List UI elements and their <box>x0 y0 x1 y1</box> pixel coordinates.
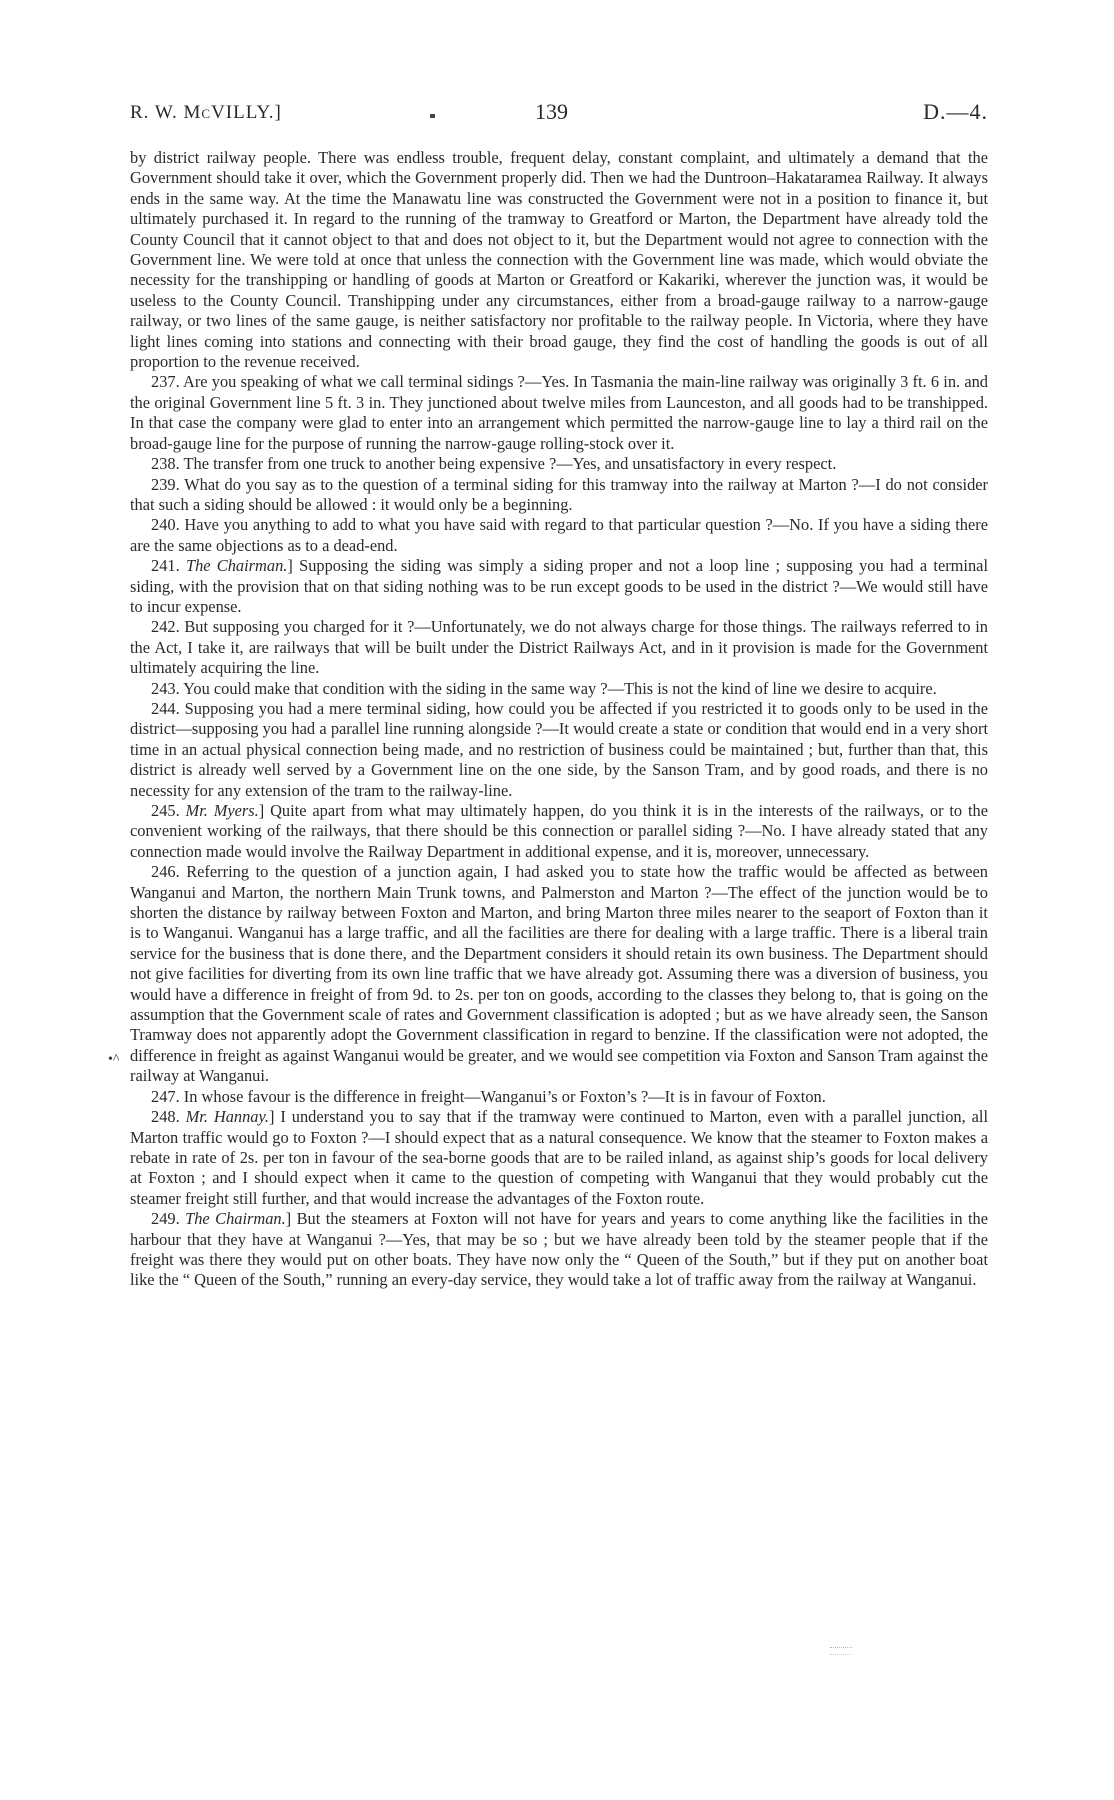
paragraph-text: 241. <box>151 556 186 576</box>
paragraph-text: by district railway people. There was endless trouble, frequent delay, constant complaint, and ultimately a demand that the Government should take it over, which the Government properly did. Then we had the Duntroon–Hakataramea Railway. It always ends in the same way. At the time the Manawatu line was constructed the Government were not in a position to finance it, but ultimately purchased it. In regard to the running of the tramway to Greatford or Marton, the Department have already told the County Council that it cannot object to that and does not object to it, but the Department would not agree to connection with the Government line. We were told at once that unless the connection with the Government line was made, which would obviate the necessity for the transhipping or handling of goods at Marton or Greatford or Kakariki, wherever the junction was, it would be useless to the County Council. Transhipping under any circumstances, either from a broad-gauge railway to a narrow-gauge railway, or two lines of the same gauge, is neither satisfactory nor profitable to the railway people. In Victoria, where they have light lines coming into stations and connecting with their broad gauge, they find the cost of handling the goods is out of all proportion to the revenue received. <box>130 148 988 372</box>
speaker-name: The Chairman. <box>185 556 288 576</box>
document-reference: D.—4. <box>923 99 988 124</box>
testimony-paragraph <box>130 556 988 617</box>
testimony-paragraph <box>130 515 988 556</box>
paragraph-text: ] I understand you to say that if the tramway were continued to Marton, even with a parallel junction, all Marton traffic would go to Foxton ?—I should expect that as a natural consequence. We know that the steamer to Foxton makes a rebate in rate of 2s. per ton in favour of the sea-borne goods that are to be railed inland, as against ship’s goods for local delivery at Foxton ; and I should expect when it came to the question of competing with Wanganui that they would probably cut the steamer freight still further, and that would increase the advantages of the Foxton route. <box>130 1107 989 1208</box>
header-ink-mark <box>430 114 435 118</box>
testimony-paragraph <box>130 372 988 454</box>
paragraph-text: 244. Supposing you had a mere terminal siding, how could you be affected if you restricted it to goods only to be used in the district—supposing you had a parallel line running alongside ?—It would create a state or condition that would end in a very short time in an actual physical connection being made, and no restriction of business could be maintained ; but, further than that, this district is already well served by a Government line on the one side, by the Sanson Tram, and by good roads, and there is no necessity for any extension of the tram to the railway-line. <box>130 698 988 800</box>
testimony-paragraph <box>130 148 988 372</box>
margin-mark: •^ <box>108 1052 120 1067</box>
testimony-body <box>130 148 988 1291</box>
paragraph-text: 243. You could make that condition with the siding in the same way ?—This is not the kind of line we desire to acquire. <box>151 678 937 698</box>
paragraph-text: ] Quite apart from what may ultimately happen, do you think it is in the interests of the railways, or to the convenient working of the railways, that there should be this connection or parallel siding ?—No. I have already stated that any connection made would involve the Railway Department in additional expense, and it is, moreover, unnecessary. <box>130 801 989 861</box>
testimony-paragraph <box>130 454 988 474</box>
paragraph-text: 246. Referring to the question of a junction again, I had asked you to state how the traffic would be affected as between Wanganui and Marton, the northern Main Trunk towns, and Palmerston and Marton ?—The effect of the junction would be to shorten the distance by railway between Foxton and Marton, and bring Marton three miles nearer to the seaport of Foxton than it is to Wanganui. Wanganui has a large traffic, and all the facilities are there for dealing with a large traffic. There is a liberal train service for the business that is done there, and the Department considers it should retain its own business. The Department should not give facilities for diverting from its own line traffic that we have already got. Assuming there was a diversion of business, you would have a difference in freight of from 9d. to 2s. per ton on goods, according to the classes they belong to, that is going on the assumption that the Government scale of rates and Government classification is adopted ; but as we have already seen, the Sanson Tramway does not apparently adopt the Government classification in regard to benzine. If the classification were not adopted, the difference in freight as against Wanganui would be greater, and we would see competition via Foxton and Sanson Tram against the railway at Wanganui. <box>130 862 988 1086</box>
testimony-paragraph <box>130 1107 988 1209</box>
testimony-paragraph <box>130 801 988 862</box>
paragraph-text: 239. What do you say as to the question of a terminal siding for this tramway into the railway at Marton ?—I do not consider that such a siding should be allowed : it would only be a beginning. <box>130 474 988 514</box>
testimony-paragraph <box>130 1087 988 1107</box>
page-number: 139 <box>535 99 568 124</box>
paragraph-text: 237. Are you speaking of what we call terminal sidings ?—Yes. In Tasmania the main-line railway was originally 3 ft. 6 in. and the original Government line 5 ft. 3 in. They junctioned about twelve miles from Launceston, and all goods had to be transhipped. In that case the company were glad to enter into an arrangement which permitted the narrow-gauge line to lay a third rail on the broad-gauge line for the purpose of running the narrow-gauge rolling-stock over it. <box>130 372 988 453</box>
paragraph-text: 242. But supposing you charged for it ?—Unfortunately, we do not always charge for those things. The railways referred to in the Act, I take it, are railways that will be built under the District Railways Act, and in it provision is made for the Government ultimately acquiring the line. <box>130 617 988 678</box>
speaker-name: Mr. Myers. <box>185 801 259 820</box>
witness-name: R. W. McVILLY.] <box>130 102 282 123</box>
paragraph-text: 249. <box>151 1209 186 1229</box>
testimony-paragraph <box>130 862 988 1086</box>
speaker-name: The Chairman. <box>185 1209 286 1229</box>
paragraph-text: 240. Have you anything to add to what you have said with regard to that particular question ?—No. If you have a siding there are the same objections as to a dead-end. <box>130 515 988 555</box>
paragraph-text: 247. In whose favour is the difference in freight—Wanganui’s or Foxton’s ?—It is in favour of Foxton. <box>151 1086 826 1106</box>
testimony-paragraph <box>130 1209 988 1291</box>
testimony-paragraph <box>130 679 988 699</box>
speaker-name: Mr. Hannay. <box>185 1107 269 1127</box>
testimony-paragraph <box>130 475 988 516</box>
testimony-paragraph <box>130 699 988 801</box>
paragraph-text: 248. <box>151 1107 186 1127</box>
paragraph-text: 245. <box>151 801 186 820</box>
page-header <box>130 99 988 130</box>
paragraph-text: ] Supposing the siding was simply a siding proper and not a loop line ; supposing you had a terminal siding, with the provision that on that siding nothing was to be run except goods to be used in the district ?—We would still have to incur expense. <box>130 556 989 616</box>
paragraph-text: ] But the steamers at Foxton will not have for years and years to come anything like the facilities in the harbour that they have at Wanganui ?—Yes, that may be so ; but we have already been told by the steamer people that if the freight was there they would put on other boats. They have now only the “ Queen of the South,” but if they put on another boat like the “ Queen of the South,” running an every-day service, they would take a lot of traffic away from the railway at Wanganui. <box>130 1209 988 1290</box>
paragraph-text: 238. The transfer from one truck to another being expensive ?—Yes, and unsatisfactory in every respect. <box>151 454 837 474</box>
testimony-paragraph <box>130 617 988 678</box>
page-smudge <box>830 1647 852 1655</box>
